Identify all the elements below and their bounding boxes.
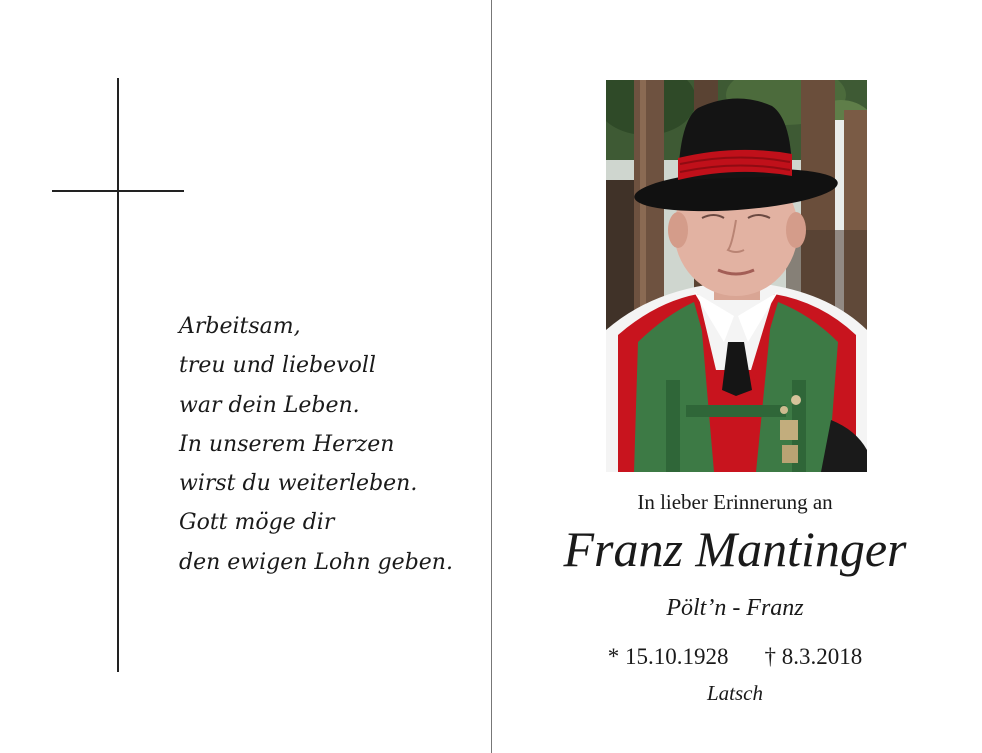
nickname: Pölt’n - Franz [666, 595, 804, 621]
cross-vertical-bar [117, 78, 119, 672]
life-dates [560, 642, 910, 672]
cross-horizontal-bar [52, 190, 184, 192]
place: Latsch [706, 681, 763, 705]
deceased-name: Franz Mantinger [563, 521, 907, 577]
poem-line: In unserem Herzen [179, 431, 395, 457]
poem-line: Arbeitsam, [179, 314, 301, 339]
poem-line: war dein Leben. [179, 392, 360, 418]
poem-line: wirst du weiterleben. [179, 471, 418, 497]
fold-line [491, 0, 492, 753]
poem-line: den ewigen Lohn geben. [179, 549, 453, 575]
poem-line: Gott möge dir [179, 510, 335, 536]
death-date: † 8.3.2018 [764, 644, 863, 669]
poem [179, 307, 453, 582]
intro-text: In lieber Erinnerung an [637, 490, 833, 514]
birth-date: * 15.10.1928 [607, 644, 729, 669]
portrait-photo [606, 80, 867, 472]
poem-line: treu und liebevoll [179, 353, 376, 379]
